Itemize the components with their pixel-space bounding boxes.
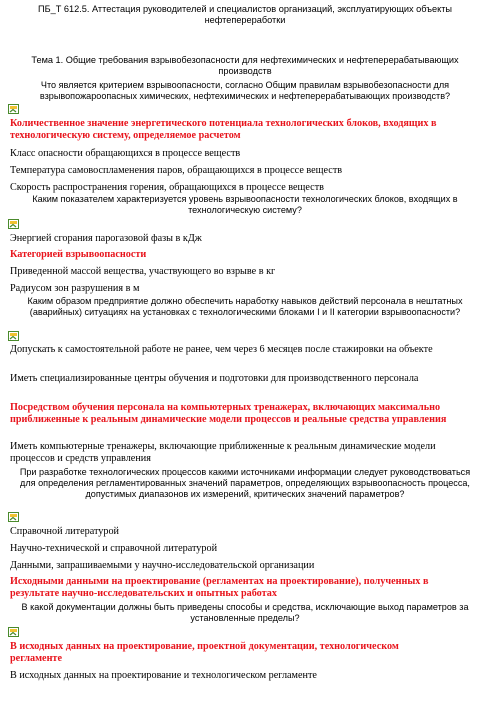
answer-option: Данными, запрашиваемыми у научно-исследовательской организации — [10, 560, 315, 571]
topic-heading: Тема 1. Общие требования взрывобезопасности для нефтехимических и нефтеперерабатывающих производств — [31, 55, 459, 76]
question-icon — [8, 627, 19, 637]
answer-option-correct: Исходными данными на проектирование (регламентах на проектирование), полученных в результате научно-исследовательских и опытных работах — [10, 576, 429, 599]
question-text: В какой документации должны быть приведены способы и средства, исключающие выход параметров за установленные пределы? — [21, 602, 469, 623]
question-icon — [8, 219, 19, 229]
answer-option-correct: Посредством обучения персонала на компьютерных тренажерах, включающих максимально приближенные к реальным динамические модели процессов и реальные средства управления — [10, 402, 447, 425]
answer-option: Иметь специализированные центры обучения и подготовки для производственного персонала — [10, 373, 419, 384]
answer-option-correct: Категорией взрывоопасности — [10, 249, 147, 260]
answer-option: Справочной литературой — [10, 526, 120, 537]
answer-option-correct: В исходных данных на проектирование, проектной документации, технологическом регламенте — [10, 641, 399, 664]
answer-option: Приведенной массой вещества, участвующего во взрыве в кг — [10, 266, 276, 277]
question-text: Что является критерием взрывоопасности, согласно Общим правилам взрывобезопасности для взрывопожароопасных химических, нефтехимических и нефтеперерабатывающих производств? — [39, 80, 451, 101]
answer-option-correct: Количественное значение энергетического потенциала технологических блоков, входящих в технологическую систему, определяемое расчетом — [10, 118, 437, 141]
answer-option: Научно-технической и справочной литературой — [10, 543, 218, 554]
answer-option: Скорость распространения горения, обращающихся в процессе веществ — [10, 182, 324, 193]
document-title: ПБ_Т 612.5. Аттестация руководителей и специалистов организаций, эксплуатирующих объекты нефтепереработки — [37, 4, 453, 25]
answer-option: Класс опасности обращающихся в процессе веществ — [10, 148, 241, 159]
answer-option: Температура самовоспламенения паров, обращающихся в процессе веществ — [10, 165, 343, 176]
question-text: Каким показателем характеризуется уровень взрывоопасности технологических блоков, входящих в технологическую систему? — [32, 194, 458, 215]
question-icon — [8, 331, 19, 341]
question-text: При разработке технологических процессов какими источниками информации следует руководствоваться для определения регламентированных значений параметров, определяющих взрывоопасность процесса, допустимых диапазонов их измерений, критических значений параметров? — [19, 467, 471, 499]
question-text: Каким образом предприятие должно обеспечить наработку навыков действий персонала в нештатных (аварийных) ситуациях на установках с технологическими блоками I и II категории взрывоопасности? — [27, 296, 463, 317]
answer-option: Иметь компьютерные тренажеры, включающие приближенные к реальным динамические модели процессов и средств управления — [10, 441, 436, 464]
answer-option: В исходных данных на проектирование и технологическом регламенте — [10, 670, 317, 681]
answer-option: Радиусом зон разрушения в м — [10, 283, 140, 294]
answer-option: Допускать к самостоятельной работе не ранее, чем через 6 месяцев после стажировки на объекте — [10, 344, 433, 355]
question-icon — [8, 512, 19, 522]
answer-option: Энергией сгорания парогазовой фазы в кДж — [10, 233, 202, 244]
question-icon — [8, 104, 19, 114]
